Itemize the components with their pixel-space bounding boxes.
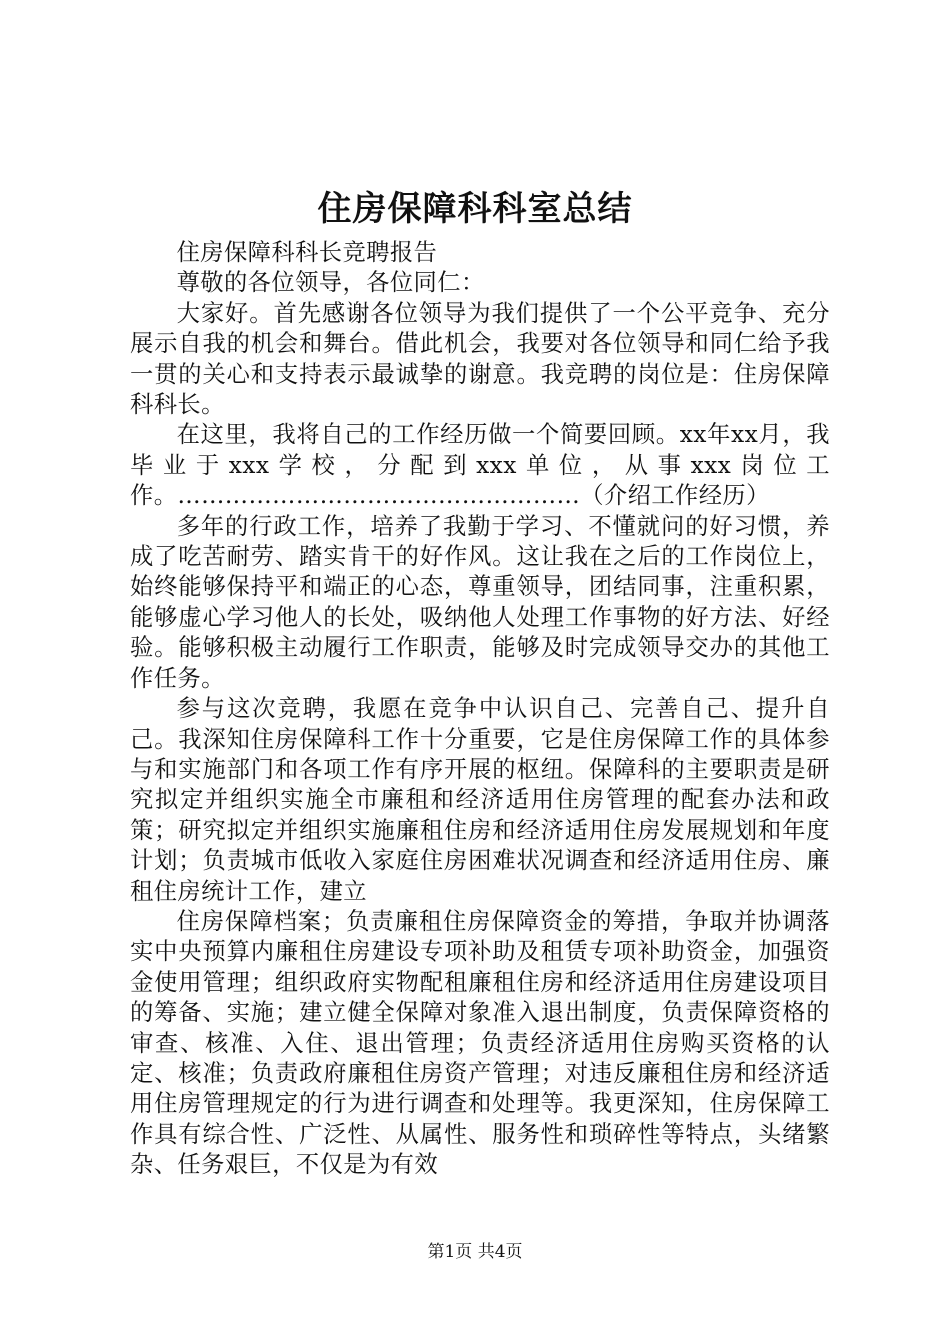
paragraph-salutation: 尊敬的各位领导，各位同仁： xyxy=(176,269,485,297)
document-title: 住房保障科科室总结 xyxy=(317,189,633,229)
document-body xyxy=(130,238,830,1181)
paragraph-opening: 大家好。首先感谢各位领导为我们提供了一个公平竞争、充分展示自我的机会和舞台。借此机会，我要对各位领导和同仁给予我一贯的关心和支持表示最诚挚的谢意。我竞聘的岗位是：住房保障科科长。 xyxy=(130,299,830,419)
paragraph-responsibilities: 参与这次竞聘，我愿在竞争中认识自己、完善自己、提升自己。我深知住房保障科工作十分重要，它是住房保障工作的具体参与和实施部门和各项工作有序开展的枢纽。保障科的主要职责是研究拟定并组织实施全市廉租和经济适用住房管理的配套办法和政策；研究拟定并组织实施廉租住房和经济适用住房发展规划和年度计划；负责城市低收入家庭住房困难状况调查和经济适用住房、廉租住房统计工作，建立 xyxy=(130,695,830,905)
paragraph-report-title: 住房保障科科长竞聘报告 xyxy=(176,239,438,266)
paragraph-work-history: 在这里，我将自己的工作经历做一个简要回顾。xx年xx月，我毕业于xxx学校，分配到xxx单位，从事xxx岗位工作。……………………………………………（介绍工作经历） xyxy=(130,421,830,510)
paragraph-responsibilities-continued: 住房保障档案；负责廉租住房保障资金的筹措，争取并协调落实中央预算内廉租住房建设专项补助及租赁专项补助资金，加强资金使用管理；组织政府实物配租廉租住房和经济适用住房建设项目的筹备、实施；建立健全保障对象准入退出制度，负责保障资格的审查、核准、入住、退出管理；负责经济适用住房购买资格的认定、核准；负责政府廉租住房资产管理；对违反廉租住房和经济适用住房管理规定的行为进行调查和处理等。我更深知，住房保障工作具有综合性、广泛性、从属性、服务性和琐碎性等特点，头绪繁杂、任务艰巨，不仅是为有效 xyxy=(130,907,830,1179)
paragraph-work-style: 多年的行政工作，培养了我勤于学习、不懂就问的好习惯，养成了吃苦耐劳、踏实肯干的好作风。这让我在之后的工作岗位上，始终能够保持平和端正的心态，尊重领导，团结同事，注重积累，能够虚心学习他人的长处，吸纳他人处理工作事物的好方法、好经验。能够积极主动履行工作职责，能够及时完成领导交办的其他工作任务。 xyxy=(130,512,830,692)
page-footer: 第1页 共4页 xyxy=(427,1242,523,1262)
